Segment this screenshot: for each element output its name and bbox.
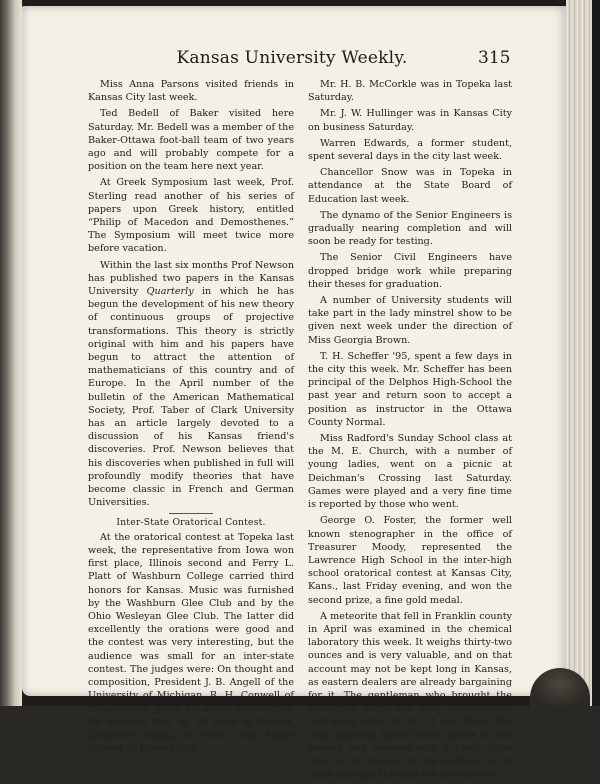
newson-text-start: Within the last six months Prof Newson has published two papers in the Kansas University [88, 259, 294, 298]
quarterly-title: Quarterly [146, 286, 194, 298]
book-binding-edge [0, 0, 22, 706]
news-item: Ted Bedell of Baker visited here Saturday. Mr. Bedell was a member of the Baker-Ottawa foot-ball team of two years ago and will probably compete for a position on the team here next year. [88, 108, 294, 173]
news-item: The Senior Civil Engineers have dropped bridge work while preparing their theses for graduation. [308, 252, 512, 290]
running-title: Kansas University Weekly. [176, 48, 408, 68]
news-item: At Greek Symposium last week, Prof. Sterling read another of his series of papers upon Greek history, entitled “Philip of Macedon and Demosthenes.” The Symposium will meet twice more before vacation. [88, 177, 294, 255]
section-divider [169, 513, 213, 514]
news-item: Miss Radford's Sunday School class at the M. E. Church, with a number of young ladies, went on a picnic at Deichman's Crossing last Saturday. Games were played and a very fine time is reported by those who went. [308, 433, 512, 511]
news-item: Mr. J. W. Hullinger was in Kansas City on business Saturday. [308, 108, 512, 133]
news-item: A meteorite that fell in Franklin county in April was examined in the chemical laboratory this week. It weighs thirty-two ounces and is very valuable, and on that account may not be kept long in Kansas, as eastern dealers are already bargaining for it. The gentleman who brought the meteorite here was only two-hundred feet away when it fell. It was found the next morning buried nine inches in the ground and covered with a black crust due to the fusion of the surface in its rapid passage through the atmosphere. [308, 610, 512, 781]
news-item: George O. Foster, the former well known stenographer in the office of Treasurer Moody, represented the Lawrence High School in the inter-high school oratorical contest at Kansas City, Kans., last Friday evening, and won the second prize, a fine gold medal. [308, 515, 512, 606]
news-item: Mr. H. B. McCorkle was in Topeka last Saturday. [308, 79, 512, 104]
news-item: Chancellor Snow was in Topeka in attendance at the State Board of Education last week. [308, 167, 512, 205]
news-item: Miss Anna Parsons visited friends in Kansas City last week. [88, 79, 294, 104]
left-column [88, 78, 294, 758]
section-heading: Inter-State Oratorical Contest. [116, 516, 266, 528]
news-item: T. H. Scheffer '95, spent a few days in the city this week. Mr. Scheffer has been principal of the Delphos High-School the past year and return soon to accept a position as instructor in the Ottawa County Normal. [308, 350, 512, 428]
newson-text-end: in which he has begun the development of his new theory of continuous groups of projective transformations. This theory is strictly original with him and his papers have begun to attract the attention of mathematicians of this country and of Europe. In the April number of the bulletin of the American Mathematical Society, Prof. Taber of Clark University has an article largely devoted to a discussion of his Kansas friend's discoveries. Prof. Newson believes that his discoveries when published in full will profoundly modify theories that have become classic in French and German Universities. [88, 286, 294, 509]
contest-article: At the oratorical contest at Topeka last week, the representative from Iowa won first place, Illinois second and Ferry L. Platt of Washburn College carried third honors for Kansas. Music was furnished by the Washburn Glee Club and by the Ohio Wesleyan Glee Club. The latter did excellently the orations were good and the contest was very interesting, but the audience was small for an inter-state contest. The judges were: On thought and composition, President J. B. Angell of the University of Michigan, R. H. Conwell of Philadelphia, John T. Graves of Georgia. On delivery, Rev. M. W. Reed of Denver, Lafayette Young, of Iowa, and Major Warner of Kansas City. [88, 531, 294, 754]
page-header [22, 48, 568, 74]
news-item: The dynamo of the Senior Engineers is gradually nearing completion and will soon be ready for testing. [308, 209, 512, 248]
news-item: A number of University students will take part in the lady minstrel show to be given next week under the direction of Miss Georgia Brown. [308, 295, 512, 346]
right-column [308, 78, 512, 784]
news-item: Warren Edwards, a former student, spent several days in the city last week. [308, 137, 512, 163]
news-item-newson [88, 259, 294, 510]
page-number: 315 [478, 48, 511, 68]
page-edges-stack [566, 0, 600, 706]
